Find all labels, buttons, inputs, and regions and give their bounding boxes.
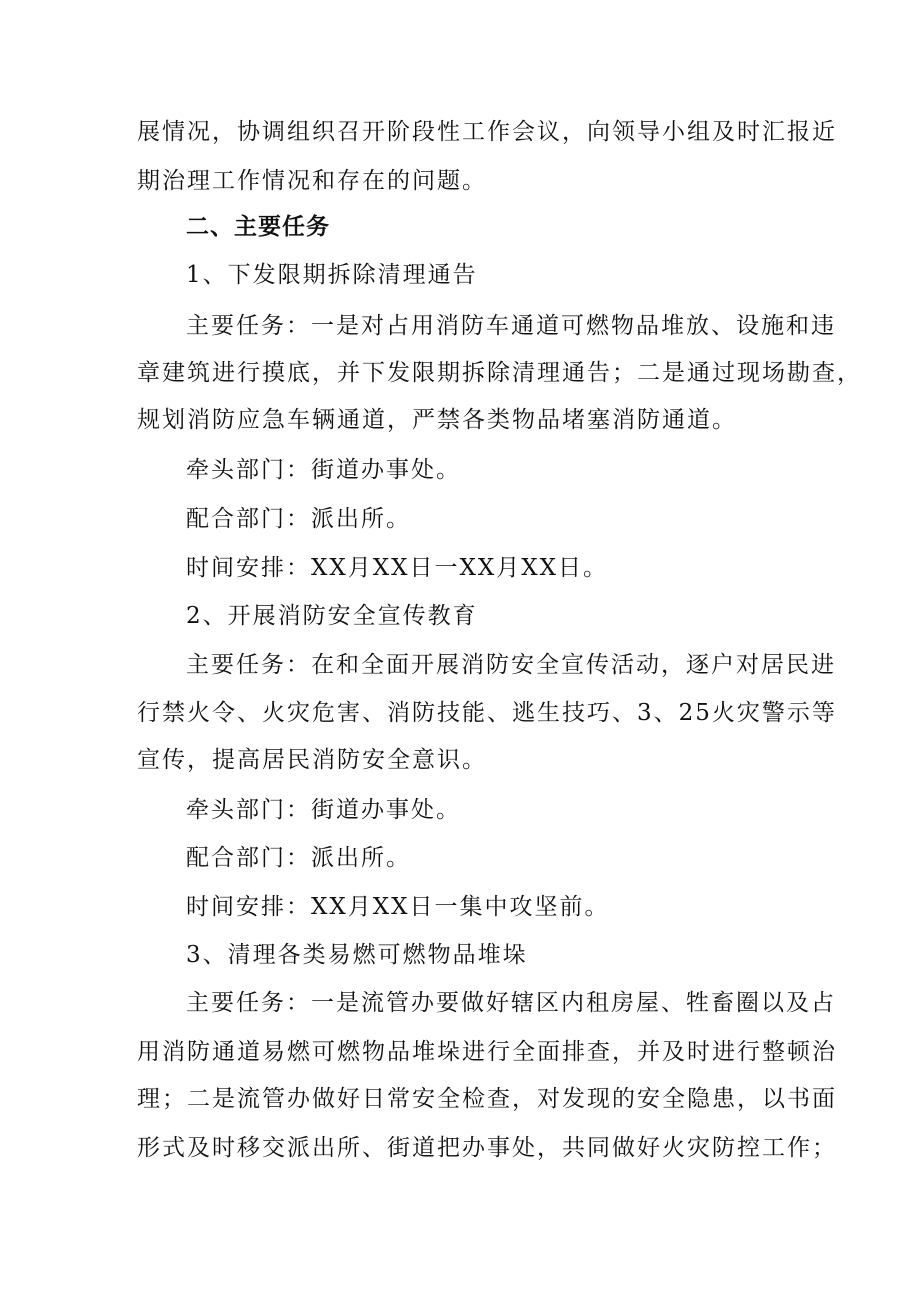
- lead-department: 牵头部门：街道办事处。: [186, 457, 461, 483]
- paragraph-line: 行禁火令、火灾危害、消防技能、逃生技巧、3、25火灾警示等: [137, 700, 837, 726]
- support-department: 配合部门：派出所。: [186, 845, 411, 871]
- support-department: 配合部门：派出所。: [186, 506, 411, 532]
- paragraph-line: 宣传，提高居民消防安全意识。: [137, 747, 487, 773]
- paragraph-line: 主要任务：在和全面开展消防安全宣传活动，逐户对居民进: [186, 652, 836, 678]
- subsection-heading: 3、清理各类易燃可燃物品堆垛: [186, 942, 528, 968]
- paragraph-line: 理；二是流管办做好日常安全检查，对发现的安全隐患，以书面: [137, 1086, 837, 1112]
- lead-department: 牵头部门：街道办事处。: [186, 797, 461, 823]
- paragraph-line: 章建筑进行摸底，并下发限期拆除清理通告；二是通过现场勘查，: [137, 360, 862, 386]
- paragraph-line: 用消防通道易燃可燃物品堆垛进行全面排查，并及时进行整顿治: [137, 1039, 837, 1065]
- paragraph-line: 规划消防应急车辆通道，严禁各类物品堵塞消防通道。: [137, 407, 737, 433]
- paragraph-line: 主要任务：一是对占用消防车通道可燃物品堆放、设施和违: [186, 313, 836, 339]
- subsection-heading: 2、开展消防安全宣传教育: [186, 603, 478, 629]
- paragraph-line: 期治理工作情况和存在的问题。: [137, 168, 487, 194]
- schedule: 时间安排：XX月XX日一集中攻坚前。: [186, 894, 610, 920]
- paragraph-line: 形式及时移交派出所、街道把办事处，共同做好火灾防控工作；: [137, 1135, 837, 1161]
- section-heading: 二、主要任务: [186, 214, 330, 240]
- paragraph-line: 展情况，协调组织召开阶段性工作会议，向领导小组及时汇报近: [137, 119, 837, 145]
- paragraph-line: 主要任务：一是流管办要做好辖区内租房屋、牲畜圈以及占: [186, 990, 836, 1016]
- subsection-heading: 1、下发限期拆除清理通告: [186, 262, 478, 288]
- schedule: 时间安排：XX月XX日一XX月XX日。: [186, 555, 608, 581]
